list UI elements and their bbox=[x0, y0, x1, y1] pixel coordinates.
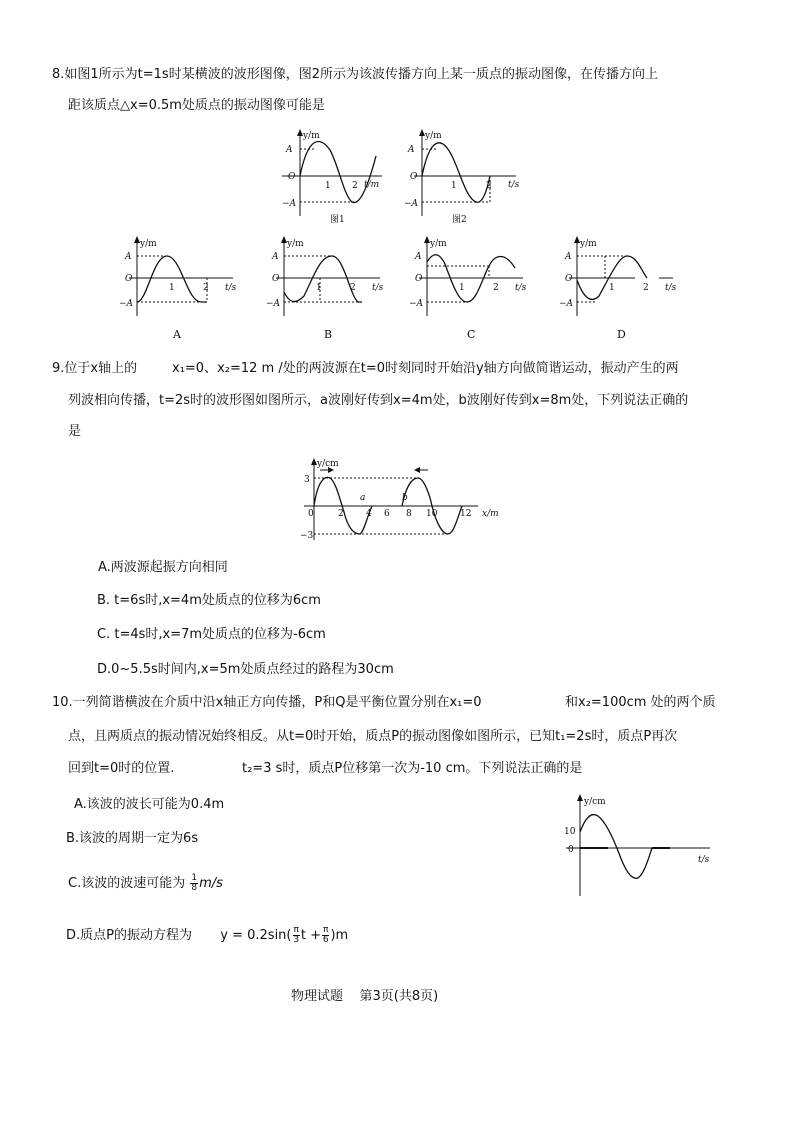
fig1-amp: A bbox=[286, 145, 293, 155]
fig1-negamp: −A bbox=[282, 199, 297, 209]
optD-letter: D bbox=[617, 328, 626, 341]
q10-fig-origin: 0 bbox=[568, 845, 574, 855]
optC-tick1: 1 bbox=[459, 283, 465, 293]
q9-fig-xtick-6: 6 bbox=[384, 509, 390, 519]
optD-negamp: −A bbox=[559, 299, 574, 309]
optD-origin: O bbox=[565, 274, 573, 284]
q9-fig-xlabel: x/m bbox=[482, 509, 499, 519]
q9-fig-xtick-2: 2 bbox=[338, 509, 344, 519]
q10-frac1-num: π bbox=[293, 925, 299, 935]
fig1-tick1: 1 bbox=[325, 181, 331, 191]
q10-option-c-unit: m/s bbox=[199, 876, 223, 891]
q9-fig-xtick-4: 4 bbox=[366, 509, 372, 519]
fig2-ylabel: y/m bbox=[425, 131, 442, 141]
q10-option-d-eq-part1: y = 0.2sin( bbox=[220, 928, 292, 943]
fig2-amp: A bbox=[408, 145, 415, 155]
optB-letter: B bbox=[324, 328, 333, 341]
q10-fig-ylabel: y/cm bbox=[584, 797, 606, 807]
q10-option-c-text: C.该波的波速可能为 bbox=[68, 876, 186, 891]
q10-frac1-den: 3 bbox=[293, 935, 300, 945]
optD-tick2: 2 bbox=[643, 283, 649, 293]
q10-stem-line2: 点，且两质点的振动情况始终相反。从t=0时开始，质点P的振动图像如图所示，已知t₁=2s时，质点P再次 bbox=[68, 729, 678, 744]
optC-origin: O bbox=[415, 274, 423, 284]
q9-fig-xtick-12: 12 bbox=[460, 509, 472, 519]
q10-option-c bbox=[68, 874, 223, 893]
fig2-origin: O bbox=[410, 172, 418, 182]
q9-fig-ybottom: −3 bbox=[300, 531, 314, 541]
optC-xlabel: t/s bbox=[515, 283, 527, 293]
fig1-tick2: 2 bbox=[352, 181, 358, 191]
fig1-origin: O bbox=[288, 172, 296, 182]
fig1-ylabel: y/m bbox=[303, 131, 320, 141]
q9-stem-line2: 列波相向传播，t=2s时的波形图如图所示，a波刚好传到x=4m处，b波刚好传到x=8m处，下列说法正确的 bbox=[68, 393, 689, 408]
optC-amp: A bbox=[415, 252, 422, 262]
q10-frac2-den: 6 bbox=[322, 935, 329, 945]
q9-fig-ytop: 3 bbox=[304, 475, 310, 485]
q8-stem-line1: 8.如图1所示为t=1s时某横波的波形图像，图2所示为该波传播方向上某一质点的振动图像，在传播方向上 bbox=[52, 67, 658, 82]
q9-stem-line1a: 9.位于x轴上的 bbox=[52, 361, 138, 376]
q9-option-a: A.两波源起振方向相同 bbox=[98, 560, 228, 575]
optB-ylabel: y/m bbox=[287, 239, 304, 249]
page-footer: 物理试题 第3页(共8页) bbox=[291, 989, 439, 1004]
q8-option-b-graph bbox=[262, 236, 392, 342]
fig2-tick2: 2 bbox=[486, 181, 492, 191]
q9-stem-line1b: x₁=0、x₂=12 m /处的两波源在t=0时刻同时开始沿y轴方向做简谐运动，振动产生的两 bbox=[172, 361, 679, 376]
q10-vibration-figure bbox=[560, 792, 715, 900]
fig1-caption: 图1 bbox=[330, 215, 345, 225]
q10-option-c-denominator: 8 bbox=[191, 883, 198, 893]
q9-fig-origin: 0 bbox=[308, 509, 314, 519]
fig2-negamp: −A bbox=[404, 199, 419, 209]
q9-wave-figure bbox=[298, 456, 508, 546]
q9-fig-xtick-10: 10 bbox=[426, 509, 438, 519]
q9-fig-xtick-8: 8 bbox=[406, 509, 412, 519]
q10-option-c-numerator: 1 bbox=[191, 873, 198, 883]
optB-origin: O bbox=[272, 274, 280, 284]
q10-option-d-fraction-2 bbox=[322, 926, 329, 945]
optA-negamp: −A bbox=[119, 299, 134, 309]
q10-frac2-num: π bbox=[323, 925, 329, 935]
q9-stem-line3: 是 bbox=[68, 424, 82, 439]
q10-option-d-fraction-1 bbox=[293, 926, 300, 945]
q9-option-c: C. t=4s时,x=7m处质点的位移为-6cm bbox=[97, 627, 326, 642]
q8-figure-2 bbox=[404, 126, 524, 226]
q10-fig-ytop: 10 bbox=[564, 827, 576, 837]
q10-stem-line1a: 10.一列简谐横波在介质中沿x轴正方向传播，P和Q是平衡位置分别在x₁=0 bbox=[52, 695, 482, 710]
fig2-xlabel: t/s bbox=[508, 180, 520, 190]
optB-xlabel: t/s bbox=[372, 283, 384, 293]
optD-xlabel: t/s bbox=[665, 283, 677, 293]
optA-letter: A bbox=[173, 328, 181, 341]
q8-option-c-graph bbox=[405, 236, 535, 342]
q8-option-a-graph bbox=[115, 236, 245, 342]
optB-tick2: 2 bbox=[350, 283, 356, 293]
optA-tick2: 2 bbox=[203, 283, 209, 293]
optA-tick1: 1 bbox=[169, 283, 175, 293]
q10-option-d-text: D.质点P的振动方程为 bbox=[66, 928, 192, 943]
fig2-tick1: 1 bbox=[451, 181, 457, 191]
optB-amp: A bbox=[272, 252, 279, 262]
optD-amp: A bbox=[565, 252, 572, 262]
q10-fig-xlabel: t/s bbox=[698, 855, 710, 865]
optD-tick1: 1 bbox=[609, 283, 615, 293]
optA-xlabel: t/s bbox=[225, 283, 237, 293]
q10-stem-line3b: t₂=3 s时，质点P位移第一次为-10 cm。下列说法正确的是 bbox=[242, 761, 583, 776]
q9-fig-label-a: a bbox=[360, 493, 366, 503]
q10-option-c-fraction bbox=[190, 874, 198, 893]
optA-ylabel: y/m bbox=[140, 239, 157, 249]
q9-fig-label-b: b bbox=[402, 493, 408, 503]
q10-option-d-eq-part3: )m bbox=[330, 928, 349, 943]
q10-option-d bbox=[66, 926, 348, 945]
optA-amp: A bbox=[125, 252, 132, 262]
q10-stem-line3a: 回到t=0时的位置. bbox=[68, 761, 175, 776]
q8-stem-line2: 距该质点△x=0.5m处质点的振动图像可能是 bbox=[68, 98, 325, 113]
optC-letter: C bbox=[467, 328, 476, 341]
optB-tick1: 1 bbox=[316, 283, 322, 293]
optC-tick2: 2 bbox=[493, 283, 499, 293]
optD-ylabel: y/m bbox=[580, 239, 597, 249]
q8-figure-1 bbox=[272, 126, 392, 226]
optC-ylabel: y/m bbox=[430, 239, 447, 249]
fig2-caption: 图2 bbox=[452, 215, 467, 225]
fig1-xlabel: t/m bbox=[364, 180, 380, 190]
optB-negamp: −A bbox=[266, 299, 281, 309]
q10-option-b: B.该波的周期一定为6s bbox=[66, 831, 199, 846]
optA-origin: O bbox=[125, 274, 133, 284]
q9-fig-ylabel: y/cm bbox=[317, 459, 339, 469]
q9-option-d: D.0~5.5s时间内,x=5m处质点经过的路程为30cm bbox=[97, 662, 394, 677]
q10-stem-line1b: 和x₂=100cm 处的两个质 bbox=[565, 695, 716, 710]
q10-option-a: A.该波的波长可能为0.4m bbox=[74, 797, 225, 812]
q9-option-b: B. t=6s时,x=4m处质点的位移为6cm bbox=[97, 593, 321, 608]
optC-negamp: −A bbox=[409, 299, 424, 309]
q10-option-d-eq-part2: t + bbox=[300, 928, 322, 943]
q8-option-d-graph bbox=[555, 236, 685, 342]
